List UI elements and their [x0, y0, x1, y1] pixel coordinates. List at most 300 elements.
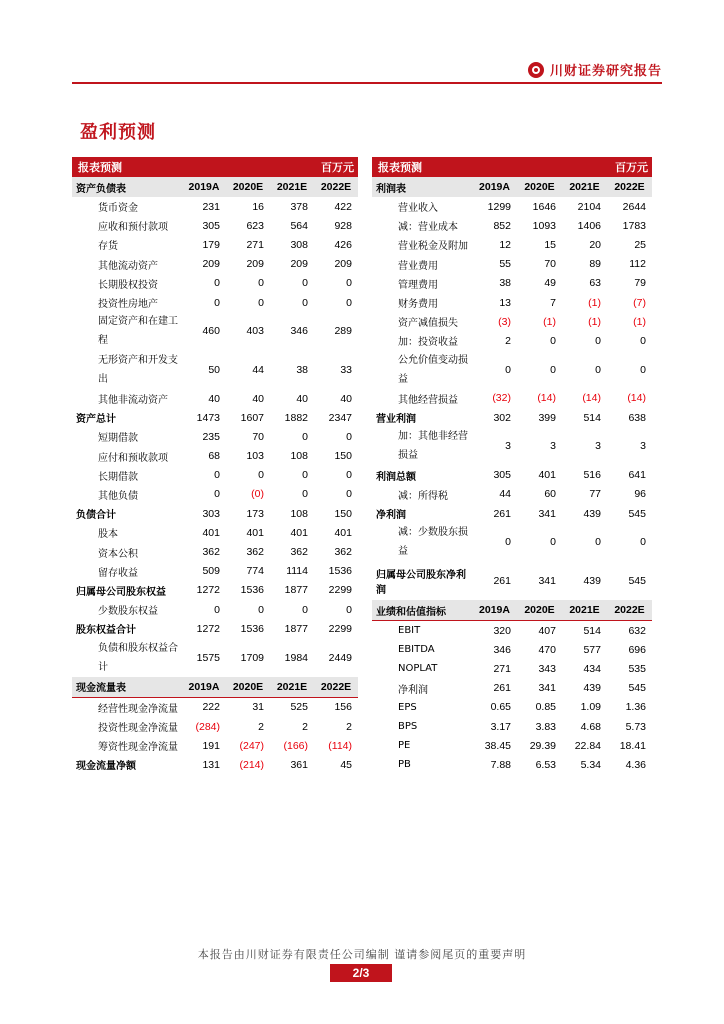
- table-row: [372, 562, 652, 600]
- value-cell: 525: [290, 701, 308, 714]
- row-label: PE: [398, 740, 411, 752]
- value-cell: 150: [334, 507, 352, 520]
- table-row: [372, 755, 652, 774]
- value-cell: 1473: [196, 411, 220, 424]
- table-row: [72, 274, 358, 293]
- value-cell: 362: [246, 546, 264, 558]
- value-cell: 0: [595, 334, 601, 347]
- year-header: 2021E: [270, 177, 314, 197]
- value-cell: 0: [258, 296, 264, 309]
- value-cell: 535: [628, 662, 646, 675]
- value-cell: 7.88: [490, 758, 511, 771]
- value-cell: 0: [302, 430, 308, 443]
- value-cell: 3: [640, 440, 646, 453]
- row-label: 其他负债: [98, 490, 138, 502]
- row-label: 其他经营损益: [398, 394, 458, 406]
- value-cell: 112: [629, 258, 646, 271]
- row-label: 货币资金: [98, 203, 138, 215]
- table-row: [72, 408, 358, 427]
- year-header: 2020E: [226, 177, 270, 197]
- value-cell: 0: [550, 363, 556, 376]
- value-cell: 12: [499, 238, 511, 251]
- table-row: [372, 331, 652, 350]
- value-cell: 632: [628, 624, 646, 637]
- section-title-cell: 现金流量表: [72, 677, 182, 698]
- value-cell: 271: [246, 238, 264, 251]
- value-cell: 362: [334, 546, 352, 558]
- table-row: [372, 698, 652, 717]
- year-header: 2020E: [517, 600, 562, 621]
- table-row: [72, 755, 358, 774]
- value-cell: 209: [334, 258, 352, 271]
- brand-name: 川财证券研究报告: [549, 64, 662, 79]
- value-cell: 0: [550, 334, 556, 347]
- value-cell: 422: [334, 200, 352, 213]
- header-rule: [72, 82, 662, 84]
- value-cell: 1536: [240, 584, 264, 597]
- value-cell: 0: [258, 277, 264, 290]
- value-cell: 3: [595, 440, 601, 453]
- value-cell: 0: [214, 277, 220, 290]
- value-cell: 179: [202, 238, 220, 251]
- value-cell: 401: [202, 526, 220, 539]
- value-cell: 289: [334, 325, 352, 338]
- value-cell: 378: [290, 200, 308, 213]
- value-cell: 5.73: [625, 720, 646, 733]
- value-cell: 1575: [196, 651, 220, 664]
- value-cell: 55: [499, 258, 511, 271]
- table-row: [72, 600, 358, 619]
- row-label: 净利润: [376, 510, 406, 522]
- table-row: [372, 274, 652, 293]
- value-cell: 0: [214, 296, 220, 309]
- table-row: [72, 581, 358, 600]
- value-cell: 22.84: [574, 739, 601, 752]
- value-cell: 362: [290, 546, 308, 558]
- table-row: [372, 717, 652, 736]
- table-row: [72, 466, 358, 485]
- value-cell: 0: [346, 430, 352, 443]
- value-cell: 108: [290, 450, 308, 463]
- value-cell: 31: [252, 701, 264, 714]
- value-cell: 0: [346, 296, 352, 309]
- row-label: 归属母公司股东权益: [76, 586, 166, 598]
- value-cell: 38: [499, 277, 511, 290]
- table-row: [72, 485, 358, 504]
- value-cell: 4.36: [625, 758, 646, 771]
- table-row: [372, 389, 652, 408]
- value-cell: 439: [583, 507, 601, 520]
- value-cell: 70: [252, 430, 264, 443]
- value-cell: 0: [258, 603, 264, 616]
- value-cell: 403: [246, 325, 264, 338]
- value-cell: 271: [493, 662, 511, 675]
- row-label: 归属母公司股东净利润: [376, 569, 466, 596]
- value-cell: 341: [538, 507, 556, 520]
- value-cell: 399: [538, 411, 556, 424]
- year-header: 2022E: [607, 600, 652, 621]
- table-row: [72, 312, 358, 350]
- value-cell: 261: [493, 574, 511, 587]
- value-cell: 1299: [487, 200, 511, 213]
- table-row: [372, 255, 652, 274]
- value-cell: 5.34: [580, 758, 601, 771]
- value-cell: 209: [246, 258, 264, 271]
- value-cell: 0: [302, 603, 308, 616]
- row-label: 长期借款: [98, 471, 138, 483]
- value-cell: 79: [634, 277, 646, 290]
- value-cell: (32): [492, 392, 511, 405]
- value-cell: 0: [550, 536, 556, 549]
- year-header: 2022E: [607, 177, 652, 197]
- value-cell: (1): [588, 296, 601, 309]
- value-cell: 1984: [284, 651, 308, 664]
- value-cell: 1114: [286, 565, 308, 578]
- value-cell: 3.17: [490, 720, 511, 733]
- section-title-cell: 业绩和估值指标: [372, 600, 472, 621]
- table-row: [372, 351, 652, 389]
- value-cell: 1877: [284, 622, 308, 635]
- value-cell: 1272: [196, 622, 220, 635]
- value-cell: 545: [628, 682, 646, 695]
- value-cell: (1): [543, 315, 556, 328]
- row-label: 净利润: [398, 684, 428, 696]
- row-label: 资产总计: [76, 414, 116, 426]
- value-cell: 2299: [328, 622, 352, 635]
- value-cell: (14): [582, 392, 601, 405]
- section-header-row: [72, 177, 358, 197]
- value-cell: 928: [334, 219, 352, 232]
- table-title: 报表预测: [372, 157, 562, 177]
- value-cell: 0: [346, 603, 352, 616]
- value-cell: 150: [334, 450, 352, 463]
- table-row: [72, 638, 358, 676]
- row-label: 其他流动资产: [98, 260, 158, 272]
- value-cell: 514: [583, 411, 601, 424]
- value-cell: 38.45: [484, 739, 511, 752]
- table-title-row: [372, 157, 652, 177]
- value-cell: 343: [538, 662, 556, 675]
- table-row: [72, 697, 358, 717]
- table-row: [72, 619, 358, 638]
- table-row: [72, 197, 358, 216]
- value-cell: 261: [493, 507, 511, 520]
- value-cell: 641: [628, 469, 646, 482]
- year-header: 2021E: [562, 600, 607, 621]
- table-row: [72, 351, 358, 389]
- value-cell: 103: [246, 450, 264, 463]
- value-cell: 45: [340, 758, 352, 771]
- value-cell: (3): [498, 315, 511, 328]
- table-row: [372, 197, 652, 216]
- value-cell: 261: [493, 682, 511, 695]
- value-cell: 231: [202, 200, 220, 213]
- value-cell: 0: [302, 296, 308, 309]
- value-cell: 2: [505, 334, 511, 347]
- value-cell: 7: [550, 296, 556, 309]
- year-header: 2019A: [182, 677, 226, 698]
- value-cell: 2644: [622, 200, 646, 213]
- brand-logo-icon: [528, 62, 544, 78]
- value-cell: 852: [493, 219, 511, 232]
- row-label: 无形资产和开发支出: [98, 354, 178, 385]
- footer-disclaimer: 本报告由川财证券有限责任公司编制 谨请参阅尾页的重要声明: [197, 948, 527, 961]
- table-row: [372, 216, 652, 235]
- value-cell: (14): [537, 392, 556, 405]
- row-label: 营业利润: [376, 414, 416, 426]
- value-cell: 33: [340, 363, 352, 376]
- value-cell: 1093: [532, 219, 556, 232]
- value-cell: 516: [583, 469, 601, 482]
- row-label: 减：少数股东损益: [398, 527, 468, 558]
- value-cell: 470: [538, 643, 556, 656]
- value-cell: 0: [346, 469, 352, 482]
- row-label: 减：所得税: [398, 490, 448, 502]
- value-cell: 2347: [328, 411, 352, 424]
- value-cell: 361: [290, 758, 308, 771]
- table-row: [372, 293, 652, 312]
- value-cell: 156: [334, 701, 352, 714]
- value-cell: 2104: [577, 200, 601, 213]
- value-cell: 0: [214, 488, 220, 501]
- table-title-row: [72, 157, 358, 177]
- row-label: 管理费用: [398, 279, 438, 291]
- brand-header: [528, 60, 662, 79]
- value-cell: 0.65: [490, 701, 511, 714]
- value-cell: (1): [633, 315, 646, 328]
- row-label: 留存收益: [98, 567, 138, 579]
- value-cell: 4.68: [580, 720, 601, 733]
- value-cell: 2: [258, 720, 264, 733]
- row-label: 营业费用: [398, 260, 438, 272]
- row-label: 现金流量净额: [76, 761, 136, 773]
- year-header: 2019A: [472, 177, 517, 197]
- value-cell: 40: [252, 392, 264, 405]
- value-cell: 1709: [240, 651, 264, 664]
- value-cell: 25: [634, 238, 646, 251]
- value-cell: (14): [627, 392, 646, 405]
- value-cell: 6.53: [535, 758, 556, 771]
- value-cell: 0: [640, 536, 646, 549]
- section-title: 盈利预测: [80, 122, 156, 143]
- value-cell: 0: [302, 488, 308, 501]
- row-label: PB: [398, 759, 411, 771]
- row-label: 少数股东权益: [98, 606, 158, 618]
- value-cell: 303: [202, 507, 220, 520]
- value-cell: 0: [346, 488, 352, 501]
- row-label: 加：其他非经营损益: [398, 431, 468, 462]
- table-unit: 百万元: [270, 157, 358, 177]
- value-cell: 638: [628, 411, 646, 424]
- right-forecast-table: [372, 157, 652, 775]
- value-cell: 0: [640, 363, 646, 376]
- table-row: [72, 255, 358, 274]
- row-label: 固定资产和在建工程: [98, 316, 178, 347]
- value-cell: 623: [246, 219, 264, 232]
- row-label: 存货: [98, 241, 118, 253]
- table-row: [372, 408, 652, 427]
- table-row: [72, 736, 358, 755]
- value-cell: (0): [251, 488, 264, 501]
- row-label: 长期股权投资: [98, 279, 158, 291]
- table-row: [372, 640, 652, 659]
- value-cell: 1536: [240, 622, 264, 635]
- section-title-cell: 资产负债表: [72, 177, 182, 197]
- value-cell: 209: [290, 258, 308, 271]
- row-label: 应付和预收款项: [98, 452, 168, 464]
- value-cell: 2449: [328, 651, 352, 664]
- row-label: 营业税金及附加: [398, 241, 468, 253]
- value-cell: 89: [589, 258, 601, 271]
- value-cell: 3: [505, 440, 511, 453]
- table-row: [72, 235, 358, 254]
- row-label: 投资性现金净流量: [98, 723, 178, 735]
- row-label: EBITDA: [398, 644, 435, 656]
- value-cell: 401: [290, 526, 308, 539]
- value-cell: 77: [589, 488, 601, 501]
- row-label: 公允价值变动损益: [398, 354, 468, 385]
- table-row: [372, 523, 652, 561]
- row-label: 加：投资收益: [398, 337, 458, 349]
- value-cell: (284): [195, 720, 220, 733]
- value-cell: 401: [246, 526, 264, 539]
- table-row: [372, 736, 652, 755]
- year-header: 2020E: [226, 677, 270, 698]
- row-label: 其他非流动资产: [98, 395, 168, 406]
- value-cell: (1): [588, 315, 601, 328]
- value-cell: 0: [505, 363, 511, 376]
- value-cell: 60: [544, 488, 556, 501]
- value-cell: (114): [328, 739, 352, 752]
- value-cell: 0: [595, 536, 601, 549]
- value-cell: 308: [290, 238, 308, 251]
- value-cell: 209: [202, 258, 220, 271]
- year-header: 2022E: [314, 177, 358, 197]
- table-row: [372, 659, 652, 678]
- value-cell: 1877: [284, 584, 308, 597]
- row-label: EPS: [398, 701, 417, 713]
- row-label: NOPLAT: [398, 663, 438, 675]
- value-cell: 305: [493, 469, 511, 482]
- value-cell: 191: [202, 739, 220, 752]
- value-cell: 0: [505, 536, 511, 549]
- year-header: 2019A: [182, 177, 226, 197]
- value-cell: 577: [583, 643, 601, 656]
- value-cell: 774: [246, 565, 264, 578]
- row-label: 股东权益合计: [76, 625, 136, 637]
- value-cell: 3.83: [535, 720, 556, 733]
- table-row: [372, 621, 652, 641]
- table-row: [372, 504, 652, 523]
- value-cell: 40: [296, 392, 308, 405]
- value-cell: 346: [290, 325, 308, 338]
- value-cell: 0: [258, 469, 264, 482]
- table-row: [72, 389, 358, 408]
- value-cell: (214): [239, 758, 264, 771]
- value-cell: 362: [202, 546, 220, 558]
- value-cell: 401: [334, 526, 352, 539]
- row-label: BPS: [398, 721, 418, 733]
- value-cell: 108: [290, 507, 308, 520]
- value-cell: 2: [302, 720, 308, 733]
- value-cell: 131: [202, 758, 220, 771]
- row-label: 股本: [98, 529, 118, 541]
- row-label: 资本公积: [98, 548, 138, 560]
- table-row: [372, 312, 652, 331]
- value-cell: 40: [340, 392, 352, 405]
- value-cell: 96: [634, 488, 646, 501]
- row-label: 应收和预付款项: [98, 222, 168, 234]
- value-cell: 1783: [622, 219, 646, 232]
- value-cell: 341: [538, 574, 556, 587]
- value-cell: 545: [628, 507, 646, 520]
- table-row: [72, 427, 358, 446]
- value-cell: 1646: [532, 200, 556, 213]
- value-cell: 341: [538, 682, 556, 695]
- table-title: 报表预测: [72, 157, 270, 177]
- value-cell: 564: [290, 219, 308, 232]
- value-cell: 0: [640, 334, 646, 347]
- value-cell: 434: [583, 662, 601, 675]
- value-cell: 1607: [240, 411, 264, 424]
- row-label: 负债和股东权益合计: [98, 642, 178, 673]
- table-row: [72, 523, 358, 542]
- value-cell: 2: [346, 720, 352, 733]
- row-label: 财务费用: [398, 299, 438, 311]
- year-header: 2020E: [517, 177, 562, 197]
- row-label: 减：营业成本: [398, 222, 458, 234]
- value-cell: 68: [208, 450, 220, 463]
- row-label: 负债合计: [76, 510, 116, 522]
- year-header: 2021E: [562, 177, 607, 197]
- value-cell: 49: [544, 277, 556, 290]
- value-cell: 1.36: [625, 701, 646, 714]
- table-row: [372, 485, 652, 504]
- value-cell: 439: [583, 682, 601, 695]
- value-cell: (247): [239, 739, 264, 752]
- row-label: 营业收入: [398, 203, 438, 215]
- row-label: 资产减值损失: [398, 318, 458, 330]
- value-cell: 0: [214, 603, 220, 616]
- section-header-row: [372, 177, 652, 197]
- value-cell: 460: [202, 325, 220, 338]
- value-cell: 3: [550, 440, 556, 453]
- section-header-row: [372, 600, 652, 621]
- table-row: [372, 427, 652, 465]
- value-cell: 0: [214, 469, 220, 482]
- year-header: 2021E: [270, 677, 314, 698]
- value-cell: 13: [499, 296, 511, 309]
- value-cell: (166): [283, 739, 308, 752]
- value-cell: 44: [499, 488, 511, 501]
- value-cell: 1536: [328, 565, 352, 578]
- value-cell: 70: [544, 258, 556, 271]
- value-cell: 1406: [577, 219, 601, 232]
- value-cell: 235: [202, 430, 220, 443]
- value-cell: 18.41: [619, 739, 646, 752]
- value-cell: 514: [583, 624, 601, 637]
- value-cell: 2299: [328, 584, 352, 597]
- value-cell: 305: [202, 219, 220, 232]
- table-row: [72, 446, 358, 465]
- row-label: 经营性现金净流量: [98, 703, 178, 715]
- value-cell: 29.39: [529, 739, 556, 752]
- value-cell: 509: [202, 565, 220, 578]
- section-header-row: [72, 677, 358, 698]
- value-cell: 40: [208, 392, 220, 405]
- row-label: EBIT: [398, 625, 421, 637]
- value-cell: 426: [334, 238, 352, 251]
